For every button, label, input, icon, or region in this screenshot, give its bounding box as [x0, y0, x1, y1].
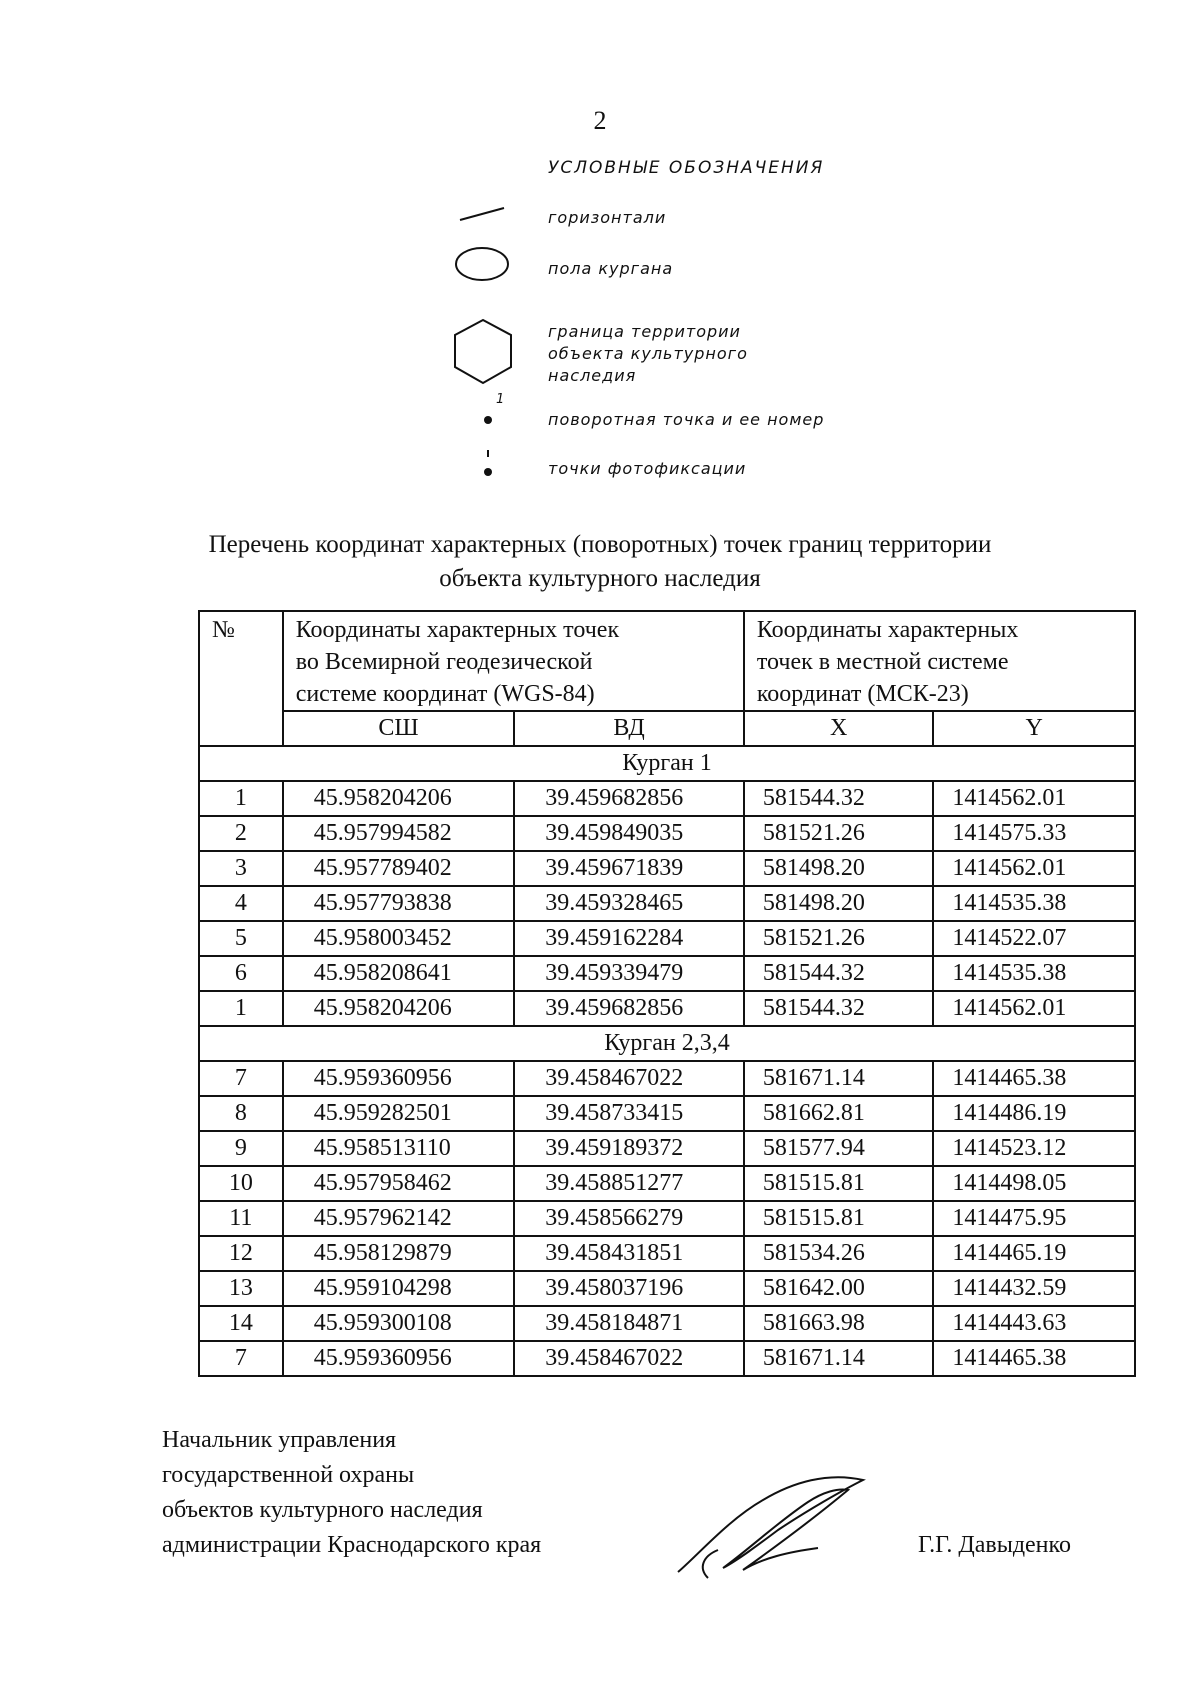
cell-point-number: 3 — [199, 851, 283, 886]
hexagon-icon — [450, 316, 516, 388]
signatory-title-line: администрации Краснодарского края — [162, 1532, 542, 1558]
legend-label-photo-points: точки фотофиксации — [548, 459, 747, 478]
header-y: Y — [933, 711, 1135, 746]
cell-latitude: 45.957994582 — [283, 816, 515, 851]
cell-y: 1414523.12 — [933, 1131, 1135, 1166]
cell-point-number: 5 — [199, 921, 283, 956]
cell-y: 1414498.05 — [933, 1166, 1135, 1201]
table-row — [199, 781, 1135, 816]
group-name: Курган 2,3,4 — [199, 1026, 1135, 1061]
cell-latitude: 45.959104298 — [283, 1271, 515, 1306]
table-row — [199, 921, 1135, 956]
page-number: 2 — [593, 106, 607, 135]
table-row — [199, 991, 1135, 1026]
cell-x: 581515.81 — [744, 1201, 934, 1236]
cell-longitude: 39.458431851 — [514, 1236, 744, 1271]
cell-y: 1414465.38 — [933, 1061, 1135, 1096]
cell-y: 1414465.38 — [933, 1341, 1135, 1376]
cell-x: 581521.26 — [744, 921, 934, 956]
table-body — [199, 746, 1135, 1376]
cell-latitude: 45.958003452 — [283, 921, 515, 956]
coordinates-list-title — [0, 528, 1200, 596]
coordinates-list-title-line1: Перечень координат характерных (поворотных) точек границ территории — [208, 531, 992, 558]
cell-latitude: 45.958204206 — [283, 991, 515, 1026]
turning-point-icon — [478, 410, 498, 430]
cell-x: 581642.00 — [744, 1271, 934, 1306]
cell-longitude: 39.459189372 — [514, 1131, 744, 1166]
cell-longitude: 39.459328465 — [514, 886, 744, 921]
cell-y: 1414475.95 — [933, 1201, 1135, 1236]
cell-x: 581521.26 — [744, 816, 934, 851]
cell-y: 1414535.38 — [933, 886, 1135, 921]
cell-longitude: 39.459162284 — [514, 921, 744, 956]
cell-latitude: 45.958129879 — [283, 1236, 515, 1271]
cell-point-number: 10 — [199, 1166, 283, 1201]
cell-latitude: 45.959300108 — [283, 1306, 515, 1341]
coordinates-table — [198, 610, 1136, 1377]
cell-longitude: 39.459849035 — [514, 816, 744, 851]
cell-y: 1414432.59 — [933, 1271, 1135, 1306]
group-header-row — [199, 1026, 1135, 1061]
cell-longitude: 39.458851277 — [514, 1166, 744, 1201]
cell-point-number: 8 — [199, 1096, 283, 1131]
table-row — [199, 1201, 1135, 1236]
table-subheader-row — [199, 711, 1135, 746]
table-row — [199, 1271, 1135, 1306]
cell-y: 1414535.38 — [933, 956, 1135, 991]
cell-point-number: 1 — [199, 991, 283, 1026]
cell-x: 581498.20 — [744, 886, 934, 921]
cell-latitude: 45.958204206 — [283, 781, 515, 816]
signatory-title-line: объектов культурного наследия — [162, 1497, 483, 1523]
cell-point-number: 14 — [199, 1306, 283, 1341]
header-wgs84-line: Координаты характерных точек — [295, 617, 620, 643]
cell-point-number: 4 — [199, 886, 283, 921]
cell-latitude: 45.957958462 — [283, 1166, 515, 1201]
cell-longitude: 39.458467022 — [514, 1341, 744, 1376]
table-row — [199, 1341, 1135, 1376]
signatory-title-line: Начальник управления — [162, 1427, 397, 1453]
cell-latitude: 45.958513110 — [283, 1131, 515, 1166]
table-row — [199, 1131, 1135, 1166]
table-header-row — [199, 611, 1135, 711]
header-msk23-line: точек в местной системе — [756, 649, 1009, 675]
cell-x: 581577.94 — [744, 1131, 934, 1166]
legend-label-boundary-1: граница территории — [548, 322, 741, 341]
cell-point-number: 7 — [199, 1341, 283, 1376]
legend-label-boundary-3: наследия — [548, 366, 637, 385]
cell-longitude: 39.458184871 — [514, 1306, 744, 1341]
header-lat: СШ — [283, 711, 515, 746]
cell-y: 1414562.01 — [933, 991, 1135, 1026]
header-number: № — [199, 611, 283, 746]
handwritten-signature — [668, 1460, 878, 1590]
turning-point-marker-number: 1 — [496, 392, 506, 407]
legend-label-mound-floor: пола кургана — [548, 259, 674, 278]
cell-latitude: 45.957789402 — [283, 851, 515, 886]
cell-x: 581544.32 — [744, 991, 934, 1026]
cell-point-number: 12 — [199, 1236, 283, 1271]
ellipse-icon — [452, 244, 512, 284]
cell-x: 581498.20 — [744, 851, 934, 886]
cell-point-number: 6 — [199, 956, 283, 991]
cell-point-number: 11 — [199, 1201, 283, 1236]
header-wgs84 — [283, 611, 744, 711]
cell-longitude: 39.459682856 — [514, 781, 744, 816]
cell-latitude: 45.959360956 — [283, 1061, 515, 1096]
cell-longitude: 39.458467022 — [514, 1061, 744, 1096]
cell-point-number: 7 — [199, 1061, 283, 1096]
cell-latitude: 45.959360956 — [283, 1341, 515, 1376]
cell-latitude: 45.959282501 — [283, 1096, 515, 1131]
table-row — [199, 1096, 1135, 1131]
header-msk23-line: Координаты характерных — [756, 617, 1019, 643]
table-row — [199, 956, 1135, 991]
cell-latitude: 45.958208641 — [283, 956, 515, 991]
signatory-title-line: государственной охраны — [162, 1462, 415, 1488]
cell-x: 581544.32 — [744, 781, 934, 816]
cell-point-number: 1 — [199, 781, 283, 816]
cell-point-number: 9 — [199, 1131, 283, 1166]
group-header-row — [199, 746, 1135, 781]
header-wgs84-line: системе координат (WGS-84) — [295, 681, 595, 707]
cell-y: 1414465.19 — [933, 1236, 1135, 1271]
cell-x: 581671.14 — [744, 1061, 934, 1096]
table-row — [199, 851, 1135, 886]
header-lon: ВД — [514, 711, 744, 746]
coordinates-list-title-line2: объекта культурного наследия — [439, 565, 761, 592]
photo-point-icon — [478, 448, 498, 482]
cell-x: 581544.32 — [744, 956, 934, 991]
cell-longitude: 39.458733415 — [514, 1096, 744, 1131]
cell-point-number: 13 — [199, 1271, 283, 1306]
cell-y: 1414562.01 — [933, 851, 1135, 886]
cell-longitude: 39.459682856 — [514, 991, 744, 1026]
contour-line-icon — [458, 204, 508, 224]
cell-longitude: 39.459339479 — [514, 956, 744, 991]
cell-longitude: 39.458566279 — [514, 1201, 744, 1236]
cell-y: 1414522.07 — [933, 921, 1135, 956]
cell-x: 581534.26 — [744, 1236, 934, 1271]
table-row — [199, 1306, 1135, 1341]
cell-y: 1414443.63 — [933, 1306, 1135, 1341]
cell-y: 1414562.01 — [933, 781, 1135, 816]
cell-latitude: 45.957962142 — [283, 1201, 515, 1236]
group-name: Курган 1 — [199, 746, 1135, 781]
table-row — [199, 886, 1135, 921]
table-row — [199, 816, 1135, 851]
legend-label-contours: горизонтали — [548, 208, 667, 227]
cell-latitude: 45.957793838 — [283, 886, 515, 921]
table-row — [199, 1061, 1135, 1096]
cell-point-number: 2 — [199, 816, 283, 851]
table-row — [199, 1166, 1135, 1201]
cell-y: 1414486.19 — [933, 1096, 1135, 1131]
header-wgs84-line: во Всемирной геодезической — [295, 649, 593, 675]
cell-x: 581671.14 — [744, 1341, 934, 1376]
legend-label-turning-point: поворотная точка и ее номер — [548, 410, 825, 429]
cell-x: 581515.81 — [744, 1166, 934, 1201]
cell-y: 1414575.33 — [933, 816, 1135, 851]
table-row — [199, 1236, 1135, 1271]
cell-x: 581662.81 — [744, 1096, 934, 1131]
header-x: X — [744, 711, 934, 746]
signatory-name: Г.Г. Давыденко — [918, 1532, 1071, 1558]
header-msk23-line: координат (МСК-23) — [756, 681, 969, 707]
cell-longitude: 39.459671839 — [514, 851, 744, 886]
cell-x: 581663.98 — [744, 1306, 934, 1341]
legend-label-boundary-2: объекта культурного — [548, 344, 748, 363]
cell-longitude: 39.458037196 — [514, 1271, 744, 1306]
header-msk23 — [744, 611, 1135, 711]
legend-title: УСЛОВНЫЕ ОБОЗНАЧЕНИЯ — [548, 158, 825, 178]
